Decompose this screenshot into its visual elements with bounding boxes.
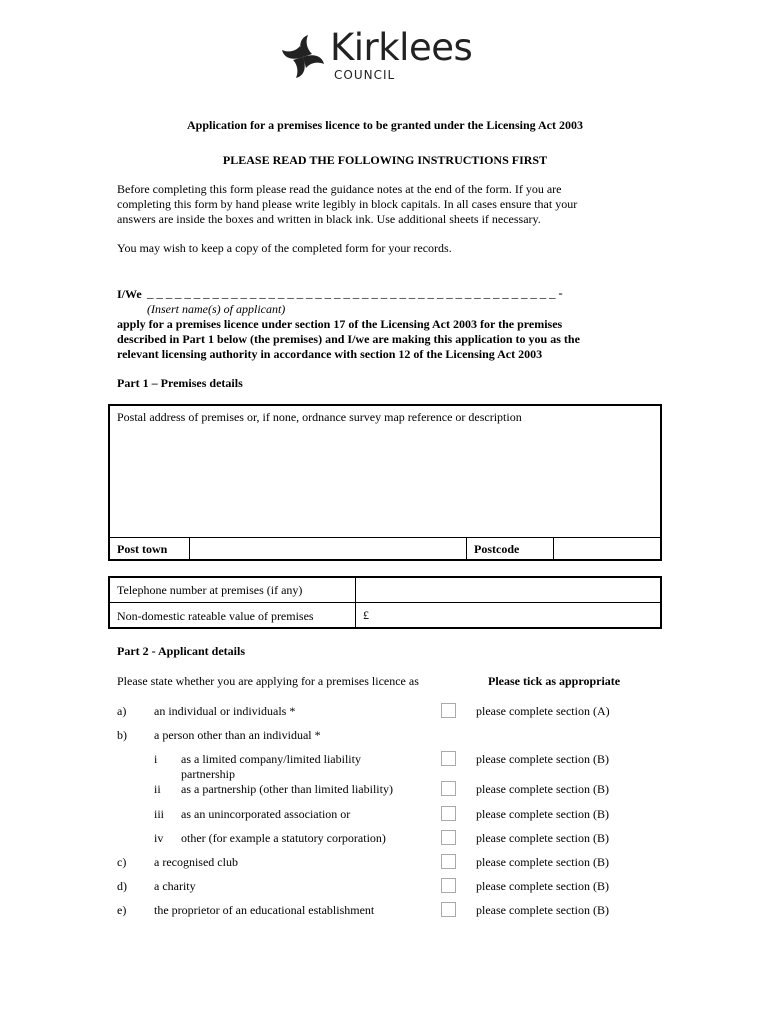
part2-heading: Part 2 - Applicant details — [117, 644, 245, 658]
applicant-label: I/We — [117, 287, 142, 301]
postcode-label: Postcode — [474, 542, 520, 556]
tick-box-charity[interactable] — [441, 878, 456, 893]
kirklees-swirl-icon — [278, 32, 328, 82]
option-marker: d) — [117, 879, 127, 893]
option-label-continued: partnership — [181, 767, 235, 781]
logo-council: COUNCIL — [334, 68, 396, 82]
currency-symbol: £ — [363, 608, 369, 622]
option-marker: iv — [154, 831, 164, 845]
kirklees-logo — [278, 26, 488, 88]
option-marker: i — [154, 752, 158, 766]
section-instruction: please complete section (B) — [476, 879, 609, 893]
premises-address-table — [108, 404, 662, 561]
premises-contact-table — [108, 576, 662, 629]
option-marker: b) — [117, 728, 127, 742]
apply-line: relevant licensing authority in accordance with section 12 of the Licensing Act 2003 — [117, 347, 543, 361]
telephone-label: Telephone number at premises (if any) — [117, 583, 303, 597]
section-instruction: please complete section (B) — [476, 831, 609, 845]
telephone-field[interactable] — [355, 578, 660, 602]
applicant-name-line[interactable]: _ _ _ _ _ _ _ _ _ _ _ _ _ _ _ _ _ _ _ _ _ _ _ _ _ _ _ _ _ _ _ _ _ _ _ _ _ _ _ _ _ _ _ _ - — [147, 285, 563, 300]
tick-heading: Please tick as appropriate — [488, 674, 621, 688]
option-marker: a) — [117, 704, 127, 718]
option-marker: c) — [117, 855, 127, 869]
apply-line: apply for a premises licence under section 17 of the Licensing Act 2003 for the premises — [117, 317, 563, 331]
tick-box-other[interactable] — [441, 830, 456, 845]
applicant-type-question: Please state whether you are applying for a premises licence as — [117, 674, 419, 688]
apply-line: described in Part 1 below (the premises) and I/we are making this application to you as the — [117, 332, 580, 346]
section-instruction: please complete section (B) — [476, 752, 609, 766]
section-instruction: please complete section (B) — [476, 782, 609, 796]
section-instruction: please complete section (B) — [476, 903, 609, 917]
option-label: as a partnership (other than limited liability) — [181, 782, 393, 796]
option-label: a charity — [154, 879, 196, 893]
tick-box-individual[interactable] — [441, 703, 456, 718]
applicant-hint: (Insert name(s) of applicant) — [147, 302, 286, 316]
intro-line: completing this form by hand please write legibly in block capitals. In all cases ensure that your — [117, 197, 578, 211]
option-label: a person other than an individual * — [154, 728, 321, 742]
instructions-heading: PLEASE READ THE FOLLOWING INSTRUCTIONS FIRST — [222, 153, 548, 167]
section-instruction: please complete section (B) — [476, 855, 609, 869]
apply-statement — [117, 317, 657, 362]
tick-box-unincorporated-association[interactable] — [441, 806, 456, 821]
option-marker: iii — [154, 807, 165, 821]
rateable-field[interactable] — [355, 603, 660, 627]
tick-box-partnership[interactable] — [441, 781, 456, 796]
form-title: Application for a premises licence to be granted under the Licensing Act 2003 — [187, 118, 583, 132]
rateable-label: Non-domestic rateable value of premises — [117, 609, 314, 623]
option-label: a recognised club — [154, 855, 238, 869]
tick-box-educational-establishment[interactable] — [441, 902, 456, 917]
logo-wordmark: Kirklees — [330, 26, 473, 69]
postcode-field[interactable] — [553, 537, 660, 559]
option-label: as an unincorporated association or — [181, 807, 351, 821]
address-label: Postal address of premises or, if none, ordnance survey map reference or description — [117, 410, 522, 424]
post-town-field[interactable] — [189, 537, 467, 559]
option-marker: ii — [154, 782, 161, 796]
part1-heading: Part 1 – Premises details — [117, 376, 243, 390]
option-label: as a limited company/limited liability — [181, 752, 361, 766]
section-instruction: please complete section (A) — [476, 704, 610, 718]
option-label: other (for example a statutory corporation) — [181, 831, 386, 845]
intro-paragraph — [117, 182, 657, 227]
option-marker: e) — [117, 903, 127, 917]
address-field[interactable] — [110, 406, 660, 537]
post-town-label: Post town — [117, 542, 168, 556]
section-instruction: please complete section (B) — [476, 807, 609, 821]
option-label: an individual or individuals * — [154, 704, 296, 718]
tick-box-recognised-club[interactable] — [441, 854, 456, 869]
tick-box-limited-company[interactable] — [441, 751, 456, 766]
option-label: the proprietor of an educational establishment — [154, 903, 375, 917]
intro-line: answers are inside the boxes and written in black ink. Use additional sheets if necessary. — [117, 212, 541, 226]
copy-note: You may wish to keep a copy of the completed form for your records. — [117, 241, 452, 255]
intro-line: Before completing this form please read the guidance notes at the end of the form. If you are — [117, 182, 562, 196]
